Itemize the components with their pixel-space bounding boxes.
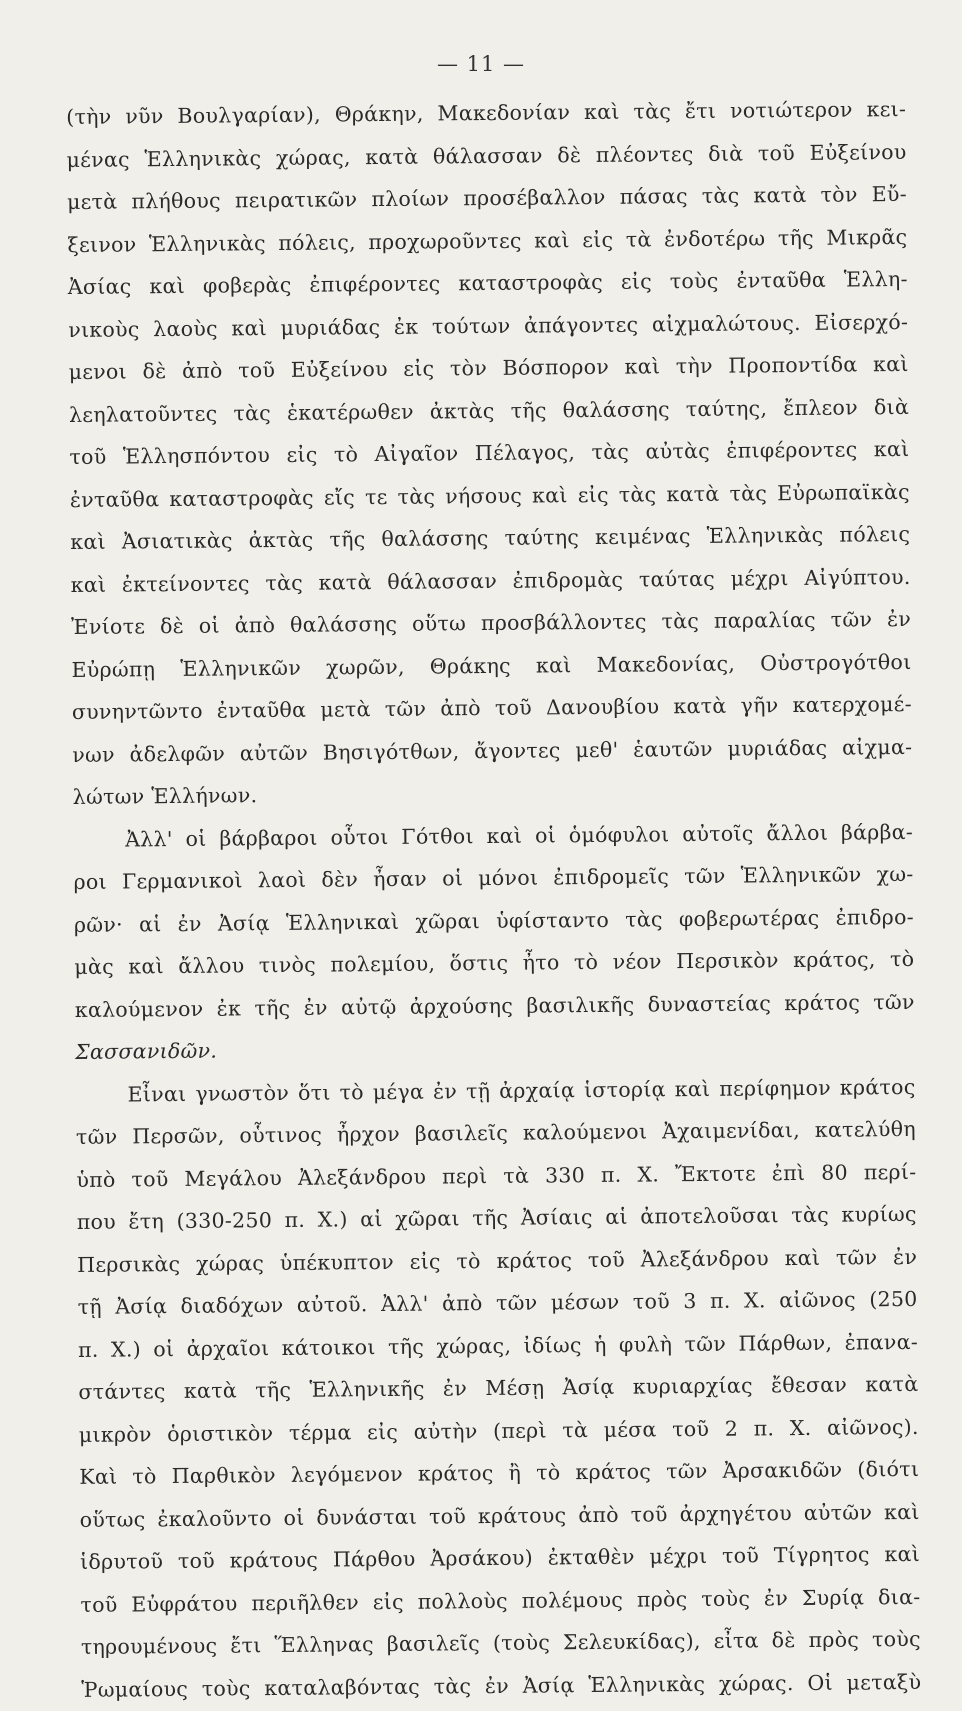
text-line: μετὰ πλήθους πειρατικῶν πλοίων προσέβαλλον πάσας τὰς κατὰ τὸν Εὔ- — [66, 181, 908, 214]
body-text — [66, 88, 921, 1711]
paragraph-start-line: Ἀλλ' οἱ βάρβαροι οὗτοι Γότθοι καὶ οἱ ὁμόφυλοι αὐτοῖς ἄλλοι βάρβα- — [125, 819, 914, 851]
text-line: λεηλατοῦντες τὰς ἑκατέρωθεν ἀκτὰς τῆς θαλάσσης ταύτης, ἔπλεον διὰ — [68, 394, 910, 427]
text-line: νικοὺς λαοὺς καὶ μυριάδας ἐκ τούτων ἀπάγοντες αἰχμαλώτους. Εἰσερχό- — [68, 309, 909, 342]
text-line: λώτων Ἑλλήνων. — [72, 783, 258, 809]
text-line: ξεινον Ἑλληνικὰς πόλεις, προχωροῦντες καὶ εἰς τὰ ἐνδοτέρω τῆς Μικρᾶς — [67, 224, 908, 257]
text-line: ροι Γερμανικοὶ λαοὶ δὲν ἦσαν οἱ μόνοι ἐπιδρομεῖς τῶν Ἑλληνικῶν χω- — [73, 861, 914, 894]
text-line: τοῦ Ἑλλησπόντου εἰς τὸ Αἰγαῖον Πέλαγος, τὰς αὐτὰς ἐπιφέροντες καὶ — [69, 436, 910, 469]
text-line: Ἀσίας καὶ φοβερὰς ἐπιφέροντες καταστροφὰς εἰς τοὺς ἐνταῦθα Ἑλλη- — [67, 266, 908, 299]
text-line: Περσικὰς χώρας ὑπέκυπτον εἰς τὸ κράτος τοῦ Ἀλεξάνδρου καὶ τῶν ἐν — [77, 1244, 918, 1277]
text-line: καὶ Ἀσιατικὰς ἀκτὰς τῆς θαλάσσης ταύτης κειμένας Ἑλληνικὰς πόλεις — [70, 521, 911, 554]
text-line: Καὶ τὸ Παρθικὸν λεγόμενον κράτος ἢ τὸ κράτος τῶν Ἀρσακιδῶν (διότι — [79, 1456, 920, 1489]
text-line: μένας Ἑλληνικὰς χώρας, κατὰ θάλασσαν δὲ πλέοντες διὰ τοῦ Εὐξείνου — [66, 139, 907, 172]
text-line: καὶ ἐκτείνοντες τὰς κατὰ θάλασσαν ἐπιδρομὰς ταύτας μέχρι Αἰγύπτου. — [70, 564, 911, 597]
text-line: Σασσανιδῶν. — [75, 1038, 218, 1064]
text-line: τῇ Ἀσίᾳ διαδόχων αὐτοῦ. Ἀλλ' ἀπὸ τῶν μέσων τοῦ 3 π. Χ. αἰῶνος (250 — [77, 1286, 918, 1319]
text-line: ρῶν· αἱ ἐν Ἀσίᾳ Ἑλληνικαὶ χῶραι ὑφίσταντο τὰς φοβερωτέρας ἐπιδρο- — [73, 904, 915, 937]
text-line: ἱδρυτοῦ τοῦ κράτους Πάρθου Ἀρσάκου) ἐκταθὲν μέχρι τοῦ Τίγρητος καὶ — [79, 1541, 921, 1574]
text-line: τῶν Περσῶν, οὗτινος ἦρχον βασιλεῖς καλούμενοι Ἀχαιμενίδαι, κατελύθη — [75, 1116, 917, 1149]
text-line: Εὐρώπῃ Ἑλληνικῶν χωρῶν, Θράκης καὶ Μακεδονίας, Οὐστρογότθοι — [71, 649, 912, 682]
text-line: καλούμενον ἐκ τῆς ἐν αὐτῷ ἀρχούσης βασιλικῆς δυναστείας κράτος τῶν — [74, 989, 915, 1022]
text-line: οὕτως ἐκαλοῦντο οἱ δυνάσται τοῦ κράτους ἀπὸ τοῦ ἀρχηγέτου αὐτῶν καὶ — [79, 1499, 920, 1532]
text-line: μὰς καὶ ἄλλου τινὸς πολεμίου, ὅστις ἦτο τὸ νέον Περσικὸν κράτος, τὸ — [74, 946, 915, 979]
text-line: τοῦ Εὐφράτου περιῆλθεν εἰς πολλοὺς πολέμους πρὸς τοὺς ἐν Συρίᾳ δια- — [80, 1584, 921, 1617]
text-line: νων ἀδελφῶν αὐτῶν Βησιγότθων, ἄγοντες μεθ' ἑαυτῶν μυριάδας αἰχμα- — [72, 734, 913, 767]
text-line: τηρουμένους ἔτι Ἕλληνας βασιλεῖς (τοὺς Σελευκίδας), εἶτα δὲ πρὸς τοὺς — [80, 1626, 921, 1659]
text-line: (τὴν νῦν Βουλγαρίαν), Θράκην, Μακεδονίαν καὶ τὰς ἔτι νοτιώτερον κει- — [66, 96, 907, 129]
text-line: ἐνταῦθα καταστροφὰς εἴς τε τὰς νήσους καὶ εἰς τὰς κατὰ τὰς Εὐρωπαϊκὰς — [69, 479, 910, 512]
page-number: — 11 — — [436, 52, 526, 76]
text-line: συνηντῶντο ἐνταῦθα μετὰ τῶν ἀπὸ τοῦ Δανουβίου κατὰ γῆν κατερχομέ- — [71, 691, 912, 724]
paragraph-start-line: Εἶναι γνωστὸν ὅτι τὸ μέγα ἐν τῇ ἀρχαίᾳ ἱστορίᾳ καὶ περίφημον κράτος — [127, 1074, 916, 1106]
text-line: ὑπὸ τοῦ Μεγάλου Ἀλεξάνδρου περὶ τὰ 330 π. Χ. Ἔκτοτε ἐπὶ 80 περί- — [76, 1159, 917, 1192]
text-line: μενοι δὲ ἀπὸ τοῦ Εὐξείνου εἰς τὸν Βόσπορον καὶ τὴν Προποντίδα καὶ — [68, 351, 909, 384]
text-line: μικρὸν ὁριστικὸν τέρμα εἰς αὐτὴν (περὶ τὰ μέσα τοῦ 2 π. Χ. αἰῶνος). — [78, 1414, 919, 1447]
text-line: Ῥωμαίους τοὺς καταλαβόντας τὰς ἐν Ἀσίᾳ Ἑλληνικὰς χώρας. Οἱ μεταξὺ — [81, 1669, 922, 1702]
text-line: π. Χ.) οἱ ἀρχαῖοι κάτοικοι τῆς χώρας, ἰδίως ἡ φυλὴ τῶν Πάρθων, ἐπανα- — [77, 1329, 919, 1362]
text-line: Ἐνίοτε δὲ οἱ ἀπὸ θαλάσσης οὕτω προσβάλλοντες τὰς παραλίας τῶν ἐν — [70, 606, 912, 639]
text-line: που ἔτη (330-250 π. Χ.) αἱ χῶραι τῆς Ἀσίαις αἱ ἀποτελοῦσαι τὰς κυρίως — [76, 1201, 917, 1234]
text-line: στάντες κατὰ τῆς Ἑλληνικῆς ἐν Μέσῃ Ἀσίᾳ κυριαρχίας ἔθεσαν κατὰ — [78, 1371, 919, 1404]
